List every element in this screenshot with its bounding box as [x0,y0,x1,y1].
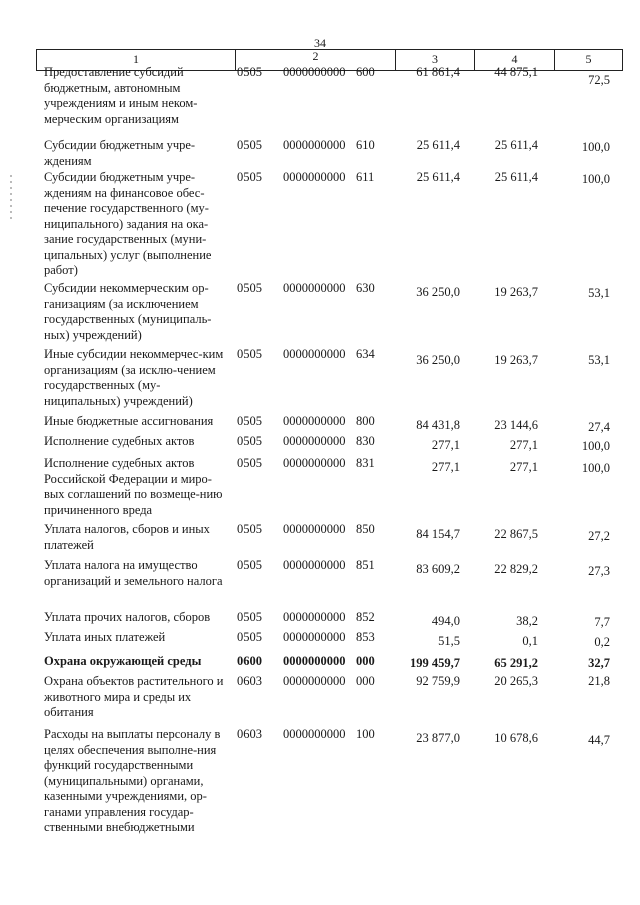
row-section: 0505 [237,347,262,361]
row-section: 0505 [237,414,262,428]
row-value-5: 44,7 [588,733,610,747]
row-value-3: 277,1 [431,460,460,474]
row-section: 0505 [237,610,262,624]
row-type: 850 [356,522,375,536]
row-code: 0000000000 [283,456,346,470]
row-type: 000 [356,654,375,668]
row-value-5: 0,2 [594,635,610,649]
row-value-5: 27,3 [588,564,610,578]
row-type: 611 [356,170,375,184]
row-value-3: 61 861,4 [416,65,460,79]
row-code: 0000000000 [283,630,346,644]
row-section: 0505 [237,558,262,572]
row-value-4: 23 144,6 [494,418,538,432]
row-value-5: 53,1 [588,286,610,300]
row-section: 0505 [237,456,262,470]
row-type: 600 [356,65,375,79]
row-code: 0000000000 [283,347,346,361]
row-name: Иные субсидии некоммерчес-ким организациям (за исклю-чением государственных (му-ниципальных) учреждений) [44,347,224,408]
row-code: 0000000000 [283,654,346,668]
row-value-4: 20 265,3 [494,674,538,688]
row-value-3: 25 611,4 [416,138,460,152]
row-name: Иные бюджетные ассигнования [44,414,214,428]
row-name: Уплата налогов, сборов и иных платежей [44,522,210,552]
column-header-3: 3 [395,50,474,70]
row-value-3: 51,5 [438,634,460,648]
row-value-5: 100,0 [581,461,610,475]
row-section: 0505 [237,281,262,295]
page-number: 34 [314,36,326,50]
row-section: 0603 [237,727,262,741]
row-type: 000 [356,674,375,688]
row-type: 851 [356,558,375,572]
row-value-3: 199 459,7 [410,656,460,670]
row-value-3: 277,1 [431,438,460,452]
row-type: 853 [356,630,375,644]
row-value-4: 38,2 [516,614,538,628]
row-value-4: 44 875,1 [494,65,538,79]
row-section: 0603 [237,674,262,688]
row-value-5: 53,1 [588,353,610,367]
column-header-2: 2 [235,50,395,70]
row-value-4: 65 291,2 [494,656,538,670]
row-value-4: 25 611,4 [494,170,538,184]
row-value-5: 21,8 [588,674,610,688]
row-name: Охрана окружающей среды [44,654,202,668]
row-name: Уплата прочих налогов, сборов [44,610,211,624]
row-code: 0000000000 [283,434,346,448]
column-header-1: 1 [36,50,235,70]
row-value-4: 19 263,7 [494,285,538,299]
row-section: 0505 [237,138,262,152]
row-code: 0000000000 [283,414,346,428]
row-name: Уплата налога на имущество организаций и земельного налога [44,558,223,588]
row-type: 630 [356,281,375,295]
row-value-5: 100,0 [581,172,610,186]
row-value-4: 25 611,4 [494,138,538,152]
row-value-4: 277,1 [509,460,538,474]
row-section: 0505 [237,630,262,644]
row-type: 100 [356,727,375,741]
row-name: Расходы на выплаты персоналу в целях обеспечения выполне-ния функций государственными (муниципальными) органами, казенными учреждениями, ор-ганами управления государ-ственными внебюджетными [44,727,221,834]
row-name: Субсидии бюджетным учре-ждениям на финансовое обес-печение государственного (му-ниципального) задания на ока-зание государственных (муни-ципальных) услуг (выполнение работ) [44,170,212,277]
row-section: 0600 [237,654,262,668]
row-value-3: 92 759,9 [416,674,460,688]
row-value-3: 84 154,7 [416,527,460,541]
row-name: Уплата иных платежей [44,630,166,644]
row-section: 0505 [237,522,262,536]
row-type: 634 [356,347,375,361]
row-value-4: 22 867,5 [494,527,538,541]
row-type: 852 [356,610,375,624]
row-value-4: 277,1 [509,438,538,452]
row-section: 0505 [237,434,262,448]
row-value-3: 83 609,2 [416,562,460,576]
scan-edge-mark [10,175,12,221]
row-code: 0000000000 [283,558,346,572]
row-value-5: 32,7 [588,656,610,670]
row-value-5: 72,5 [588,73,610,87]
row-value-5: 27,4 [588,420,610,434]
row-value-5: 100,0 [581,439,610,453]
column-header-4: 4 [474,50,554,70]
row-code: 0000000000 [283,170,346,184]
row-value-5: 27,2 [588,529,610,543]
row-value-3: 84 431,8 [416,418,460,432]
row-value-5: 100,0 [581,140,610,154]
row-value-3: 494,0 [431,614,460,628]
row-name: Исполнение судебных актов Российской Федерации и миро-вых соглашений по возмеще-нию причиненного вреда [44,456,223,517]
row-value-4: 10 678,6 [494,731,538,745]
row-name: Исполнение судебных актов [44,434,195,448]
row-value-3: 25 611,4 [416,170,460,184]
row-value-5: 7,7 [594,615,610,629]
row-value-3: 36 250,0 [416,285,460,299]
row-type: 800 [356,414,375,428]
row-code: 0000000000 [283,674,346,688]
row-value-4: 22 829,2 [494,562,538,576]
column-header-5: 5 [554,50,623,70]
row-code: 0000000000 [283,281,346,295]
row-section: 0505 [237,65,262,79]
row-code: 0000000000 [283,138,346,152]
row-section: 0505 [237,170,262,184]
row-code: 0000000000 [283,522,346,536]
row-value-4: 0,1 [522,634,538,648]
row-code: 0000000000 [283,727,346,741]
row-type: 610 [356,138,375,152]
row-type: 830 [356,434,375,448]
row-name: Охрана объектов растительного и животного мира и среды их обитания [44,674,224,719]
row-name: Субсидии бюджетным учре-ждениям [44,138,196,168]
row-value-4: 19 263,7 [494,353,538,367]
row-code: 0000000000 [283,610,346,624]
row-type: 831 [356,456,375,470]
row-name: Предоставление субсидий бюджетным, автономным учреждениям и иным неком-мерческим организациям [44,65,198,126]
row-value-3: 23 877,0 [416,731,460,745]
row-code: 0000000000 [283,65,346,79]
row-name: Субсидии некоммерческим ор-ганизациям (за исключением государственных (муниципаль-ных) учреждений) [44,281,212,342]
row-value-3: 36 250,0 [416,353,460,367]
